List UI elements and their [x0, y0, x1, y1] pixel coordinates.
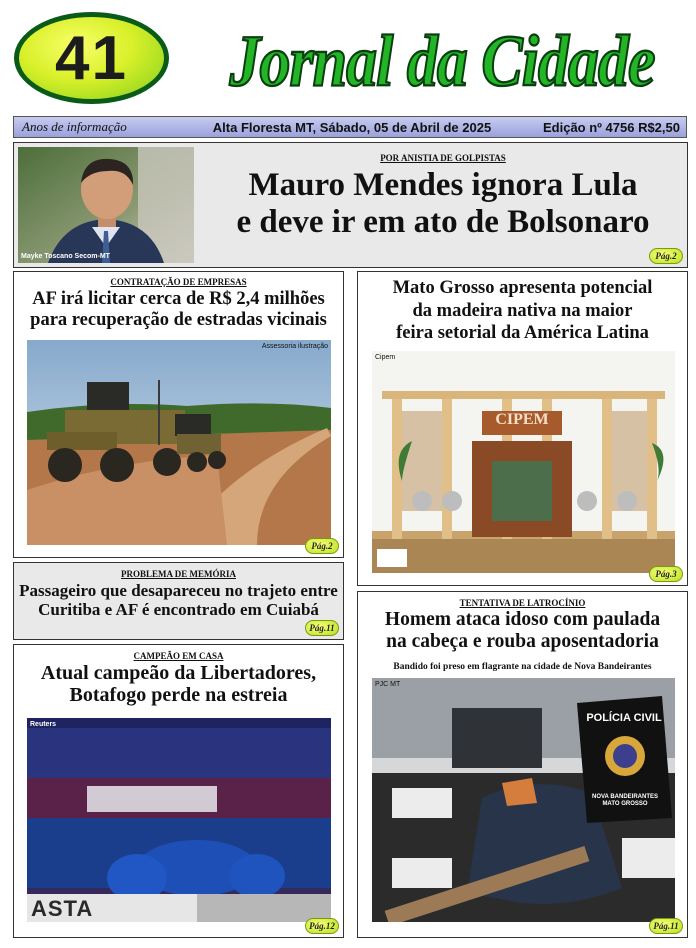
police-sign-city: NOVA BANDEIRANTES — [591, 794, 658, 800]
police-sign-location — [579, 794, 671, 808]
police-sign-state: MATO GROSSO — [602, 801, 648, 808]
robbery-story-headline[interactable] — [358, 609, 687, 653]
robbery-story-headline-line1: Homem ataca idoso com paulada — [384, 609, 661, 630]
football-story-headline[interactable] — [14, 662, 343, 707]
edition-badge-number: 41 — [55, 23, 128, 93]
timber-story-photo-credit: Cipem — [375, 354, 396, 361]
timber-story-photo[interactable] — [372, 351, 675, 573]
timber-story-headline-line2: da madeira nativa na maior — [412, 300, 633, 321]
top-story-headline-line1: Mauro Mendes ignora Lula — [248, 167, 638, 203]
date-line: Alta Floresta MT, Sábado, 05 de Abril de 2025 — [212, 119, 492, 135]
roads-story-headline-line1: AF irá licitar cerca de R$ 2,4 milhões — [32, 289, 325, 309]
newspaper-title[interactable]: Jornal da Cidade — [229, 21, 655, 102]
roads-story-kicker: CONTRATAÇÃO DE EMPRESAS — [110, 277, 247, 287]
passenger-story[interactable] — [13, 562, 344, 640]
robbery-story-headline-line2: na cabeça e rouba aposentadoria — [386, 630, 659, 652]
robbery-story-kicker: TENTATIVA DE LATROCÍNIO — [459, 598, 586, 608]
robbery-story-photo[interactable] — [372, 678, 675, 922]
politician-photo-illustration — [18, 147, 194, 263]
football-story[interactable] — [13, 644, 344, 938]
football-story-kicker: CAMPEÃO EM CASA — [133, 651, 224, 661]
football-story-headline-line2: Botafogo perde na estreia — [69, 684, 288, 707]
road-grader-illustration — [27, 340, 331, 545]
football-story-photo-credit: Reuters — [30, 721, 57, 728]
football-story-photo[interactable] — [27, 718, 331, 922]
stadium-celebration-illustration — [27, 718, 331, 922]
top-story-headline-line2: e deve ir em ato de Bolsonaro — [236, 203, 650, 240]
timber-story[interactable] — [357, 271, 688, 586]
passenger-story-page-ref[interactable]: Pág.11 — [305, 620, 339, 636]
edition-price: Edição nº 4756 R$2,50 — [543, 119, 680, 135]
robbery-story-page-ref[interactable]: Pág.11 — [649, 918, 683, 934]
top-story-headline[interactable] — [200, 167, 686, 241]
passenger-story-headline-line2: Curitiba e AF é encontrado em Cuiabá — [38, 600, 319, 620]
roads-story-photo[interactable] — [27, 340, 331, 545]
timber-story-headline[interactable] — [358, 277, 687, 345]
timber-story-headline-line1: Mato Grosso apresenta potencial — [392, 278, 653, 298]
info-bar — [13, 116, 687, 138]
booth-sign: CIPEM — [495, 411, 549, 428]
police-sign-title: POLÍCIA CIVIL — [586, 712, 662, 724]
passenger-story-headline-line1: Passageiro que desapareceu no trajeto entre — [19, 581, 338, 600]
football-story-page-ref[interactable]: Pág.12 — [305, 918, 339, 934]
top-story-page-ref[interactable]: Pág.2 — [649, 248, 683, 264]
passenger-story-headline[interactable] — [14, 581, 343, 619]
top-story-photo-credit: Mayke Toscano Secom-MT — [21, 253, 110, 260]
passenger-story-kicker: PROBLEMA DE MEMÓRIA — [120, 569, 236, 579]
top-story[interactable] — [13, 142, 688, 268]
football-story-headline-line1: Atual campeão da Libertadores, — [40, 662, 317, 684]
stadium-banner-text: ASTA — [31, 896, 94, 921]
robbery-story-subhead: Bandido foi preso em flagrante na cidade de Nova Bandeirantes — [393, 662, 652, 672]
robbery-story-photo-credit: PJC MT — [375, 681, 401, 688]
wood-booth-illustration — [372, 351, 675, 573]
timber-story-headline-line3: feira setorial da América Latina — [396, 323, 649, 344]
roads-story-page-ref[interactable]: Pág.2 — [305, 538, 339, 554]
tagline: Anos de informação — [22, 119, 127, 134]
robbery-story[interactable] — [357, 591, 688, 938]
roads-story[interactable] — [13, 271, 344, 558]
top-story-kicker: POR ANISTIA DE GOLPISTAS — [380, 153, 506, 163]
roads-story-headline-line2: para recuperação de estradas vicinais — [30, 309, 327, 330]
roads-story-headline[interactable] — [14, 289, 343, 330]
top-story-photo[interactable] — [18, 147, 194, 263]
timber-story-page-ref[interactable]: Pág.3 — [649, 566, 683, 582]
roads-story-photo-credit: Assessoria ilustração — [261, 343, 328, 350]
